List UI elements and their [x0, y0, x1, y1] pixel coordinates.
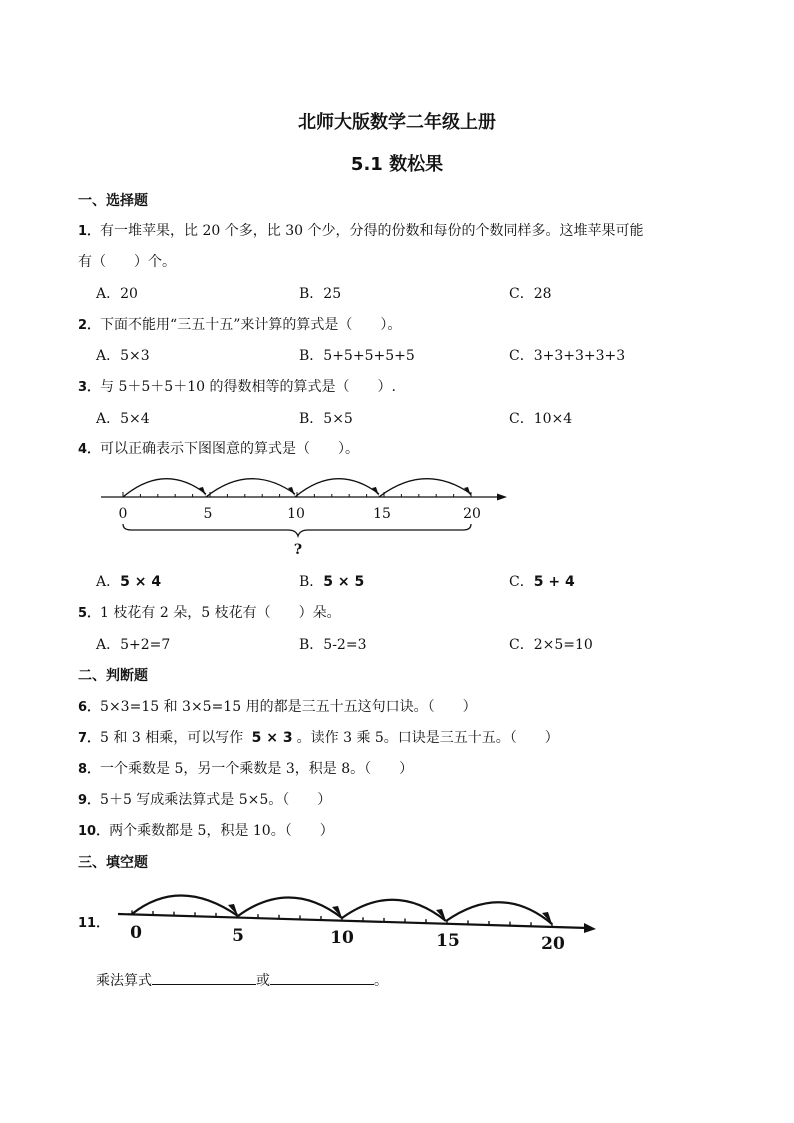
option-b: B．25 [299, 286, 342, 302]
question-2 [78, 314, 401, 334]
question-4 [78, 438, 359, 458]
question-1-line2: 有（ ）个。 [78, 254, 176, 270]
question-number: 3． [78, 380, 101, 395]
question-number: 5． [78, 606, 101, 621]
option-a: A．20 [96, 286, 138, 302]
question-text: 。读作 3 乘 5。口诀是三五十五。（ ） [296, 730, 559, 746]
option-a: A．5+2=7 [96, 637, 171, 653]
question-text: 1 枝花有 2 朵，5 枝花有（ ）朵。 [100, 605, 341, 621]
answer-blank-1[interactable] [152, 970, 256, 985]
answer-label: 乘法算式 [96, 973, 152, 989]
question-number: 9． [78, 793, 101, 808]
jump-arrowhead [199, 487, 206, 496]
question-number: 6． [78, 700, 101, 715]
question-number: 11． [78, 916, 110, 931]
option-b: B．5-2=3 [299, 637, 367, 653]
answer-blank-2[interactable] [270, 970, 374, 985]
option-c [509, 571, 575, 591]
number-line-figure-q4 [95, 466, 515, 561]
page-subtitle: 5.1 数松果 [350, 154, 444, 175]
question-5 [78, 602, 341, 622]
fill-in-row [96, 970, 388, 990]
jump-arc [132, 895, 238, 916]
tick-label: 20 [463, 506, 481, 522]
tick-label: 15 [436, 931, 460, 951]
jump-arc [446, 902, 552, 924]
expression: 5 × 3 [251, 730, 293, 746]
axis-arrowhead [497, 494, 507, 501]
option-b: B．5×5 [299, 411, 353, 427]
question-text: 一个乘数是 5，另一个乘数是 3，积是 8。（ ） [100, 761, 414, 777]
tick-label: 5 [232, 926, 244, 946]
jump-arrowhead [372, 487, 379, 496]
question-9 [78, 789, 331, 809]
tick-label: 10 [330, 928, 354, 948]
jump-arc [379, 479, 471, 497]
jump-arc [206, 479, 295, 497]
option-expression: 5 + 4 [533, 574, 575, 590]
question-number: 7． [78, 731, 101, 746]
question-number: 8． [78, 762, 101, 777]
question-6 [78, 696, 477, 716]
jump-arrowhead [288, 487, 295, 496]
jump-arc [342, 900, 446, 921]
number-line-axis [118, 914, 588, 928]
question-text: 可以正确表示下图图意的算式是（ ）。 [100, 441, 360, 457]
page-title: 北师大版数学二年级上册 [298, 112, 496, 133]
period: 。 [374, 973, 388, 989]
question-1 [78, 220, 643, 240]
option-c: C．2×5=10 [509, 637, 593, 653]
question-text: 有一堆苹果，比 20 个多，比 30 个少，分得的份数和每份的个数同样多。这堆苹果可能 [100, 223, 644, 239]
question-mark: ? [293, 542, 303, 558]
question-8 [78, 758, 413, 778]
section-heading-fill: 三、填空题 [78, 855, 148, 871]
option-c: C．3+3+3+3+3 [509, 348, 626, 364]
tick-label: 5 [203, 506, 213, 522]
question-text: 与 5＋5＋5＋10 的得数相等的算式是（ ）. [100, 379, 396, 395]
axis-arrowhead [584, 923, 596, 933]
question-text: 5 和 3 相乘，可以写作 [100, 730, 244, 746]
option-c: C．28 [509, 286, 552, 302]
tick-label: 15 [373, 506, 391, 522]
option-b: B．5+5+5+5+5 [299, 348, 415, 364]
section-heading-judgement: 二、判断题 [78, 668, 148, 684]
option-expression: 5 × 4 [120, 574, 162, 590]
jump-arc [123, 479, 206, 497]
jump-arrowhead [464, 487, 471, 496]
number-line-figure-q11 [110, 876, 604, 956]
question-text: 两个乘数都是 5，积是 10。（ ） [109, 823, 334, 839]
tick-label: 10 [287, 506, 305, 522]
option-letter: C． [509, 574, 534, 590]
jump-arc [238, 897, 342, 918]
section-heading-choice: 一、选择题 [78, 193, 148, 209]
option-c: C．10×4 [509, 411, 573, 427]
question-number: 4． [78, 442, 101, 457]
option-a: A．5×3 [96, 348, 150, 364]
or-label: 或 [256, 973, 270, 989]
tick-label: 0 [118, 506, 128, 522]
option-expression: 5 × 5 [323, 574, 365, 590]
question-3 [78, 376, 396, 396]
question-number: 1． [78, 224, 101, 239]
option-b [299, 571, 364, 591]
option-letter: B． [299, 574, 324, 590]
question-text: 下面不能用“三五十五”来计算的算式是（ ）。 [100, 317, 402, 333]
option-letter: A． [96, 574, 121, 590]
question-text: 5×3=15 和 3×5=15 用的都是三五十五这句口诀。（ ） [100, 699, 477, 715]
question-number: 2． [78, 318, 101, 333]
question-number: 10． [78, 824, 110, 839]
question-7 [78, 727, 559, 747]
brace [123, 524, 471, 536]
option-a: A．5×4 [96, 411, 150, 427]
tick-label: 20 [541, 934, 565, 954]
tick-label: 0 [130, 923, 142, 943]
question-text: 5＋5 写成乘法算式是 5×5。（ ） [100, 792, 332, 808]
option-a [96, 571, 161, 591]
question-10 [78, 820, 334, 840]
